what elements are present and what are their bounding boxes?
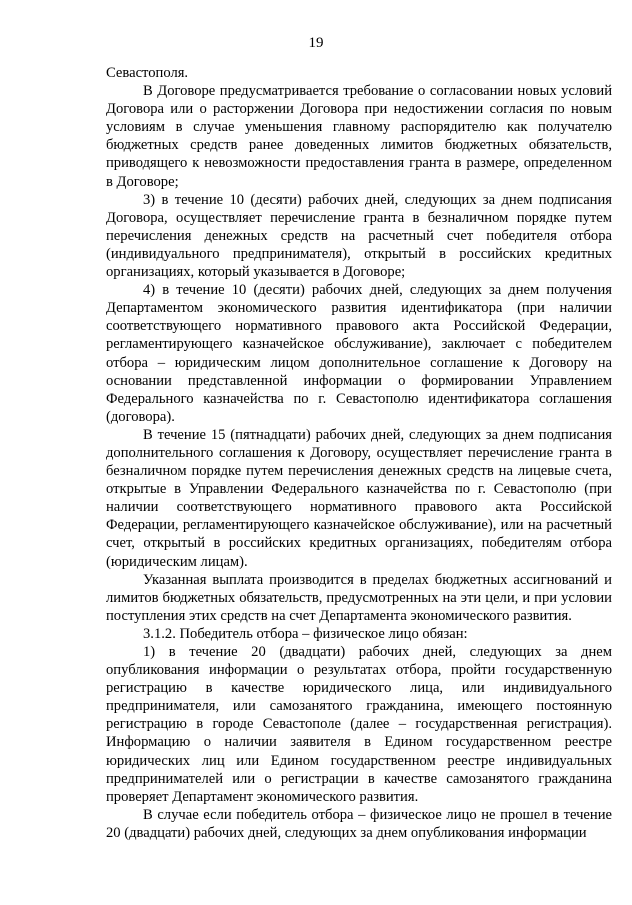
paragraph-payment-limits: Указанная выплата производится в пределах бюджетных ассигнований и лимитов бюджетных обязательств, предусмотренных на эти цели, и при условии поступления этих средств на счет Департамента экономического развития. — [106, 571, 612, 624]
paragraph-registration-failure: В случае если победитель отбора – физическое лицо не прошел в течение 20 (двадцати) рабочих дней, следующих за днем опубликования информации — [106, 806, 612, 841]
paragraph-item-3: 3) в течение 10 (десяти) рабочих дней, следующих за днем подписания Договора, осуществляет перечисление гранта в безналичном порядке путем перечисления денежных средств на расчетный счет победителя отбора (индивидуального предпринимателя), открытый в российских кредитных организациях, который указывается в Договоре; — [106, 191, 612, 281]
section-heading-3-1-2: 3.1.2. Победитель отбора – физическое лицо обязан: — [143, 625, 468, 642]
page-number: 19 — [308, 35, 324, 51]
document-body — [106, 64, 612, 842]
paragraph-transfer-15-days: В течение 15 (пятнадцати) рабочих дней, следующих за днем подписания дополнительного соглашения к Договору, осуществляет перечисление гранта в безналичном порядке путем перечисления денежных средств на лицевые счета, открытые в Управлении Федерального казначейства по г. Севастополю (при наличии соответствующего нормативного правового акта Российской Федерации, регламентирующего казначейское обслуживание), или на расчетный счет, открытый в российских кредитных организациях, победителям отбора (юридическим лицам). — [106, 426, 612, 570]
paragraph-continuation: Севастополя. — [106, 65, 189, 81]
paragraph-agreement-renegotiation: В Договоре предусматривается требование о согласовании новых условий Договора или о расторжении Договора при недостижении согласия по новым условиям в случае уменьшения главному распорядителю как получателю бюджетных средств ранее доведенных лимитов бюджетных обязательств, приводящего к невозможности предоставления гранта в размере, определенном в Договоре; — [106, 83, 612, 190]
paragraph-item-4: 4) в течение 10 (десяти) рабочих дней, следующих за днем получения Департаментом экономического развития идентификатора (при наличии соответствующего нормативного правового акта Российской Федерации, регламентирующего казначейское обслуживание), заключает с победителем отбора – юридическим лицом дополнительное соглашение к Договору на основании представленной информации о формировании Управлением Федерального казначейства по г. Севастополю идентификатора соглашения (договора). — [106, 282, 612, 425]
paragraph-registration-requirement: 1) в течение 20 (двадцати) рабочих дней, следующих за днем опубликования информации о результатах отбора, пройти государственную регистрацию в качестве юридического лица, или индивидуального предпринимателя, или самозанятого гражданина, имеющего постоянную регистрацию в городе Севастополе (далее – государственная регистрация). Информацию о наличии заявителя в Едином государственном реестре юридических лиц или Едином государственном реестре индивидуальных предпринимателей или о регистрации в качестве самозанятого гражданина проверяет Департамент экономического развития. — [106, 644, 612, 805]
